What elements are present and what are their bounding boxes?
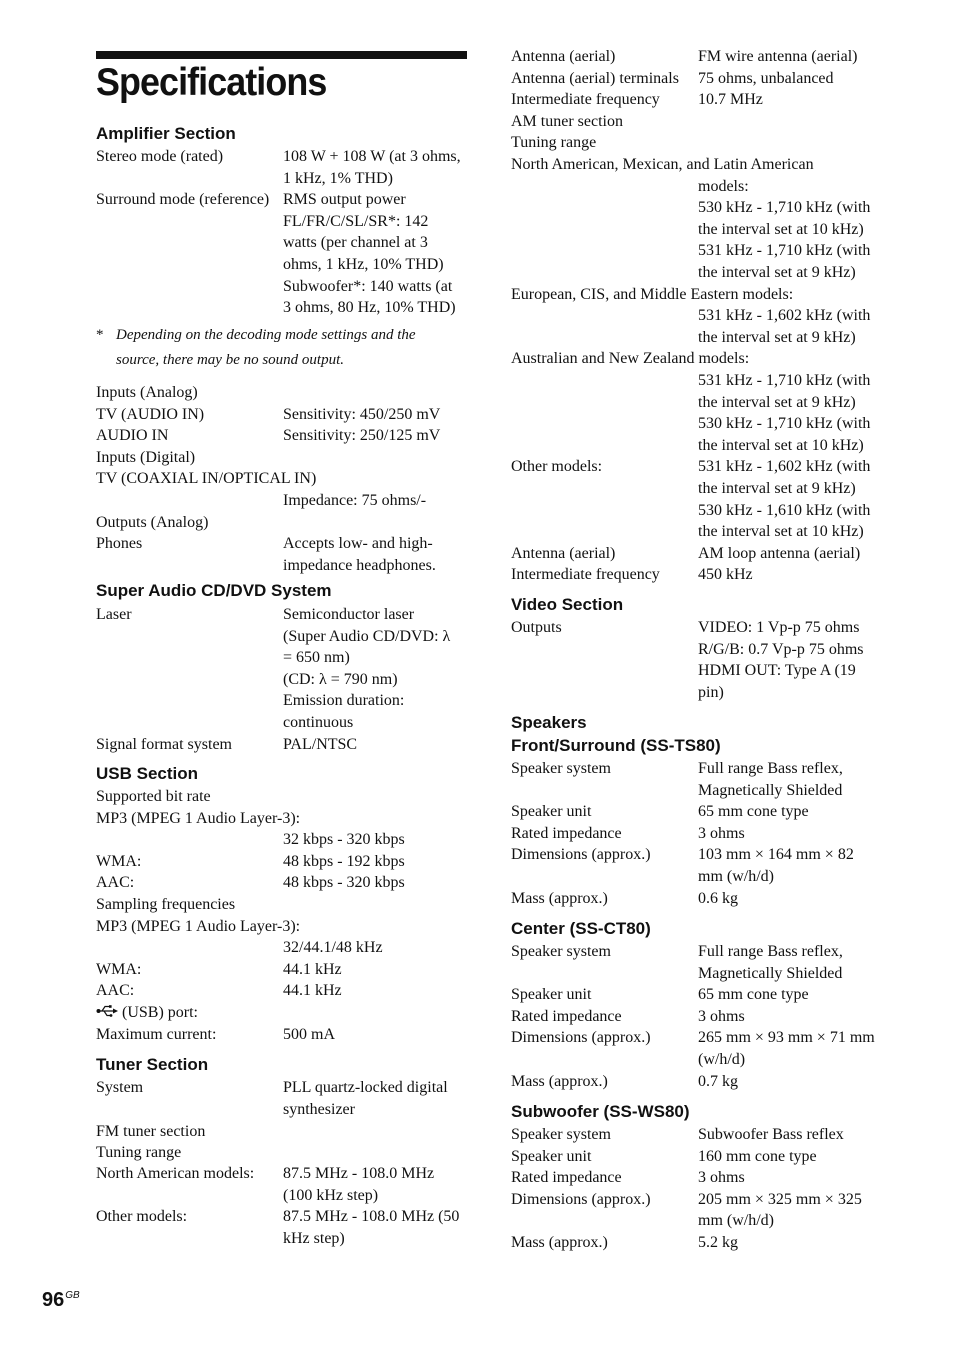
spec-label: Speaker system [511,1126,611,1143]
spec-value: (Super Audio CD/DVD: λ [283,627,451,645]
center-heading: Center (SS-CT80) [511,919,651,938]
spec-label: Outputs (Analog) [96,513,209,531]
spec-label: Tuning range [96,1144,182,1161]
spec-label: Antenna (aerial) terminals [511,69,679,87]
spec-value: ohms, 1 kHz, 10% THD) [283,256,444,273]
spec-value: 531 kHz - 1,710 kHz (with [698,372,871,389]
spec-value: pin) [698,683,724,701]
spec-label: AUDIO IN [96,427,169,445]
spec-value: 530 kHz - 1,710 kHz (with [698,199,871,217]
footnote-marker: * [96,327,104,343]
spec-value: Impedance: 75 ohms/- [283,492,427,509]
amplifier-heading: Amplifier Section [96,124,236,143]
spec-value: the interval set at 9 kHz) [698,393,856,411]
spec-label: Australian and New Zealand models: [511,350,750,368]
spec-value: Subwoofer Bass reflex [698,1126,844,1143]
spec-value: synthesizer [283,1100,355,1118]
spec-label: Surround mode (reference) [96,191,270,209]
spec-label: Rated impedance [511,824,622,842]
spec-value: PAL/NTSC [283,735,358,753]
spec-value: 531 kHz - 1,710 kHz (with [698,242,871,260]
spec-value: 32 kbps - 320 kbps [283,831,405,849]
spec-label: TV (AUDIO IN) [96,405,205,423]
spec-label: Mass (approx.) [511,1234,608,1251]
spec-value: Accepts low- and high- [283,535,433,553]
spec-label: WMA: [96,960,142,978]
spec-value: Magnetically Shielded [698,964,843,982]
subwoofer-heading: Subwoofer (SS-WS80) [511,1102,690,1121]
spec-label: AM tuner section [511,112,623,130]
spec-value: 32/44.1/48 kHz [283,939,383,957]
spec-value: RMS output power [283,191,406,209]
spec-value: Sensitivity: 250/125 mV [283,427,441,445]
spec-value: 10.7 MHz [698,91,763,109]
spec-label: AAC: [96,874,135,892]
spec-value: 205 mm × 325 mm × 325 [698,1190,862,1208]
spec-label: Other models: [511,458,603,476]
spec-label: Dimensions (approx.) [511,846,651,864]
spec-label: MP3 (MPEG 1 Audio Layer-3): [96,809,301,827]
spec-label: Mass (approx.) [511,889,608,907]
spec-label: Dimensions (approx.) [511,1029,651,1047]
spec-label: North American, Mexican, and Latin American [511,156,814,173]
spec-value: the interval set at 10 kHz) [698,220,864,238]
spec-label: Intermediate frequency [511,91,660,109]
spec-value: 265 mm × 93 mm × 71 mm [698,1029,875,1047]
spec-value: Sensitivity: 450/250 mV [283,405,441,423]
spec-value: Full range Bass reflex, [698,760,843,777]
spec-value: Semiconductor laser [283,606,415,623]
spec-value: Emission duration: [283,692,405,710]
spec-value: 3 ohms [698,1169,745,1187]
spec-label: Tuning range [511,134,597,152]
spec-value: = 650 nm) [283,649,350,667]
spec-label: Speaker unit [511,986,592,1004]
spec-value: Subwoofer*: 140 watts (at [283,277,453,295]
spec-label: Sampling frequencies [96,896,236,913]
spec-label: Rated impedance [511,1169,622,1187]
page-number-suffix: GB [65,1290,80,1301]
spec-label: Antenna (aerial) [511,48,616,65]
spec-label: Dimensions (approx.) [511,1190,651,1208]
spec-value: 44.1 kHz [283,960,342,978]
spec-value: 65 mm cone type [698,986,809,1004]
spec-value: R/G/B: 0.7 Vp-p 75 ohms [698,640,864,658]
spec-label: Signal format system [96,735,232,753]
spec-value: VIDEO: 1 Vp-p 75 ohms [698,619,860,636]
spec-value: the interval set at 9 kHz) [698,480,856,497]
spec-label: Speaker system [511,943,611,960]
spec-value: 65 mm cone type [698,803,809,821]
footnote-text: Depending on the decoding mode settings and the [116,327,416,343]
spec-value: 48 kbps - 192 kbps [283,852,405,870]
footnote-text: source, there may be no sound output. [116,352,345,368]
usb-heading: USB Section [96,764,199,783]
spec-label: Mass (approx.) [511,1072,608,1090]
spec-value: 103 mm × 164 mm × 82 [698,846,854,864]
spec-label: Speaker unit [511,803,592,821]
spec-value: 0.6 kg [698,889,738,907]
spec-value: AM loop antenna (aerial) [698,544,861,562]
spec-label: Supported bit rate [96,788,211,805]
spec-value: watts (per channel at 3 [283,234,428,252]
spec-label: Phones [96,535,143,553]
spec-value: the interval set at 10 kHz) [698,436,864,454]
spec-value: 160 mm cone type [698,1147,817,1165]
tuner-heading: Tuner Section [96,1055,209,1074]
spec-value: 500 mA [283,1025,335,1043]
spec-value: models: [698,177,749,195]
spec-value: 87.5 MHz - 108.0 MHz [283,1165,435,1182]
video-heading: Video Section [511,595,624,614]
spec-value: 0.7 kg [698,1072,738,1090]
spec-value: (CD: λ = 790 nm) [283,670,398,688]
spec-label: WMA: [96,852,142,870]
spec-value: HDMI OUT: Type A (19 [698,662,856,680]
spec-value: the interval set at 9 kHz) [698,328,856,346]
front-surround-heading: Front/Surround (SS-TS80) [511,736,721,755]
spec-value: 1 kHz, 1% THD) [283,169,393,187]
spec-value: impedance headphones. [283,556,436,574]
spec-label: Speaker system [511,760,611,777]
spec-label: TV (COAXIAL IN/OPTICAL IN) [96,470,317,488]
spec-value: the interval set at 9 kHz) [698,264,856,281]
spec-value: 3 ohms [698,1007,745,1025]
spec-label [96,1002,198,1024]
spec-value: kHz step) [283,1229,345,1247]
usb-port-label: (USB) port: [122,1004,198,1021]
spec-label: Inputs (Digital) [96,448,196,466]
spec-label: Other models: [96,1208,188,1226]
spec-value: 3 ohms, 80 Hz, 10% THD) [283,299,456,317]
spec-value: 450 kHz [698,566,753,584]
spec-value: (w/h/d) [698,1051,746,1068]
spec-label: FM tuner section [96,1123,206,1140]
page-number-value: 96 [42,1289,65,1311]
spec-value: Magnetically Shielded [698,781,843,799]
spec-label: Intermediate frequency [511,566,660,584]
usb-icon [96,1004,118,1018]
spec-label: AAC: [96,982,135,1000]
spec-label: MP3 (MPEG 1 Audio Layer-3): [96,917,301,935]
spec-value: continuous [283,714,354,731]
spec-label: North American models: [96,1165,255,1182]
spec-value: FM wire antenna (aerial) [698,48,858,65]
spec-value: Full range Bass reflex, [698,943,843,960]
speakers-heading: Speakers [511,713,587,732]
page-number [42,1284,80,1312]
spec-value: the interval set at 10 kHz) [698,523,864,541]
spec-label: Laser [96,606,132,623]
spec-value: 87.5 MHz - 108.0 MHz (50 [283,1208,460,1226]
page-title: Specifications [96,61,327,104]
spec-value: (100 kHz step) [283,1186,379,1204]
spec-label: Speaker unit [511,1147,592,1165]
spec-value: 531 kHz - 1,602 kHz (with [698,307,871,325]
spec-value: mm (w/h/d) [698,1212,774,1230]
spec-value: 3 ohms [698,824,745,842]
spec-value: 48 kbps - 320 kbps [283,874,405,892]
spec-value: 530 kHz - 1,710 kHz (with [698,415,871,433]
sacd-heading: Super Audio CD/DVD System [96,581,332,600]
spec-label: European, CIS, and Middle Eastern models: [511,285,794,303]
spec-label: System [96,1079,144,1096]
spec-label: Rated impedance [511,1007,622,1025]
spec-value: 5.2 kg [698,1234,738,1251]
spec-label: Inputs (Analog) [96,384,198,401]
spec-value: 75 ohms, unbalanced [698,69,834,87]
spec-value: 44.1 kHz [283,982,342,1000]
spec-value: PLL quartz-locked digital [283,1079,448,1096]
spec-value: 530 kHz - 1,610 kHz (with [698,501,871,519]
spec-value: 108 W + 108 W (at 3 ohms, [283,148,461,165]
spec-label: Antenna (aerial) [511,544,616,562]
spec-value: 531 kHz - 1,602 kHz (with [698,458,871,476]
spec-label: Outputs [511,619,562,636]
spec-label: Maximum current: [96,1025,217,1043]
spec-label: Stereo mode (rated) [96,148,224,165]
spec-value: mm (w/h/d) [698,868,774,885]
spec-value: FL/FR/C/SL/SR*: 142 [283,212,429,230]
